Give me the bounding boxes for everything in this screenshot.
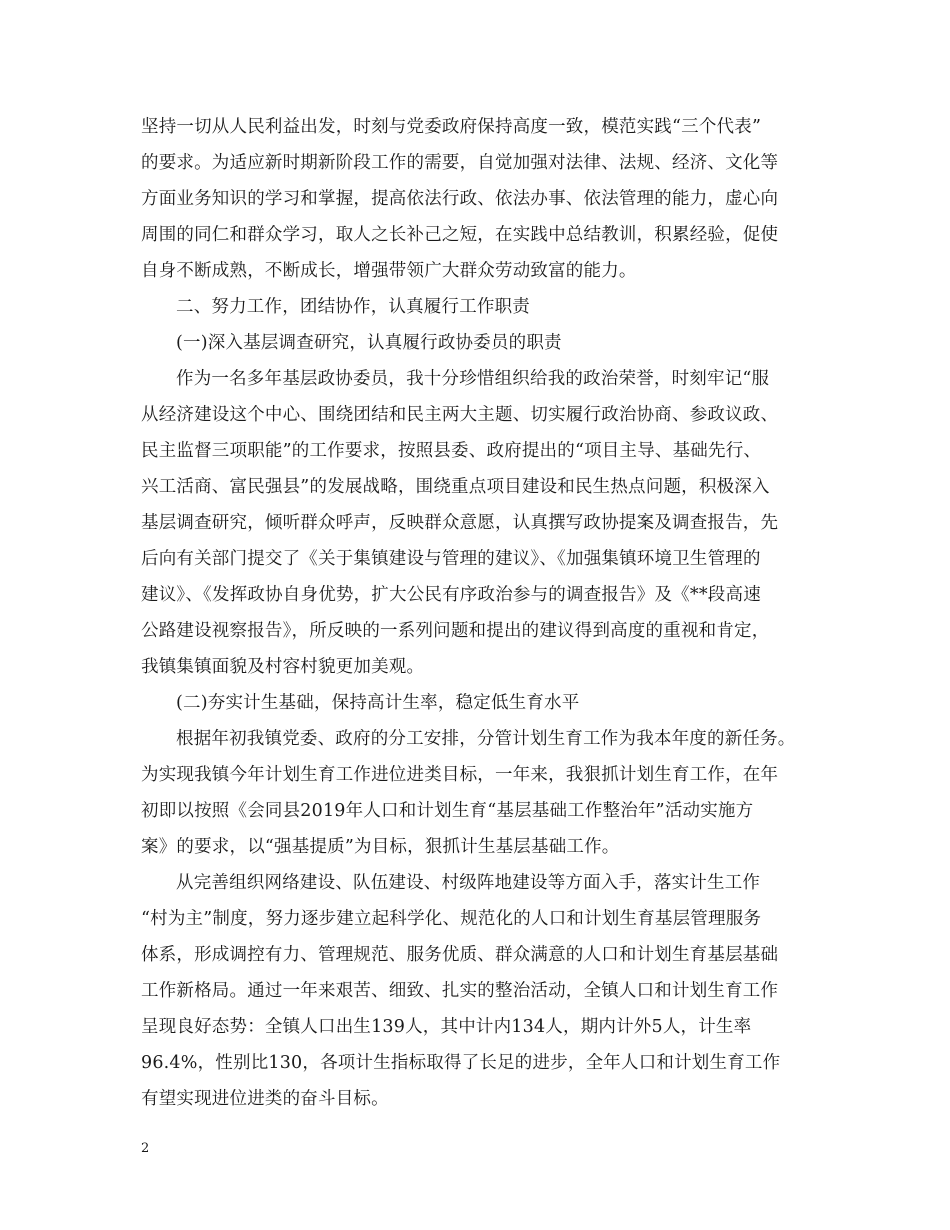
body-text-line: 民主监督三项职能”的工作要求，按照县委、政府提出的“项目主导、基础先行、	[141, 441, 762, 461]
body-text-line: 有望实现进位进类的奋斗目标。	[141, 1089, 389, 1109]
body-text-line: 建议》、《发挥政协自身优势，扩大公民有序政治参与的调查报告》及《**段高速	[141, 585, 761, 605]
body-text-line: 兴工活商、富民强县”的发展战略，围绕重点项目建设和民生热点问题，积极深入	[141, 477, 770, 497]
body-text-line: 坚持一切从人民利益出发，时刻与党委政府保持高度一致，模范实践“三个代表”	[141, 117, 762, 137]
body-text-line: 方面业务知识的学习和掌握，提高依法行政、依法办事、依法管理的能力，虚心向	[141, 189, 779, 209]
body-text-line: 我镇集镇面貌及村容村貌更加美观。	[141, 657, 425, 677]
body-text-line: 根据年初我镇党委、政府的分工安排，分管计划生育工作为我本年度的新任务。	[176, 729, 796, 749]
section-heading: 二、努力工作，团结协作，认真履行工作职责	[176, 297, 530, 317]
body-text-line: 初即以按照《会同县2019年人口和计划生育“基层基础工作整治年”活动实施方	[141, 801, 754, 821]
body-text-line: 为实现我镇今年计划生育工作进位进类目标，一年来，我狠抓计划生育工作，在年	[141, 765, 779, 785]
page-number: 2	[141, 1141, 150, 1156]
body-text-line: 呈现良好态势：全镇人口出生139人，其中计内134人，期内计外5人，计生率	[141, 1017, 752, 1037]
body-text-line: 体系，形成调控有力、管理规范、服务优质、群众满意的人口和计划生育基层基础	[141, 945, 779, 965]
subsection-heading: (二)夯实计生基础，保持高计生率，稳定低生育水平	[176, 693, 580, 713]
body-text-line: 公路建设视察报告》，所反映的一系列问题和提出的建议得到高度的重视和肯定，	[141, 621, 770, 641]
body-text-line: 案》的要求，以“强基提质”为目标，狠抓计生基层基础工作。	[141, 837, 620, 857]
body-text-line: 的要求。为适应新时期新阶段工作的需要，自觉加强对法律、法规、经济、文化等	[141, 153, 779, 173]
body-text-line: 从经济建设这个中心、围绕团结和民主两大主题、切实履行政治协商、参政议政、	[141, 405, 779, 425]
body-text-line: 96.4%，性别比130，各项计生指标取得了长足的进步，全年人口和计划生育工作	[141, 1053, 781, 1073]
body-text-line: 自身不断成熟，不断成长，增强带领广大群众劳动致富的能力。	[141, 261, 637, 281]
body-text-line: “村为主”制度，努力逐步建立起科学化、规范化的人口和计划生育基层管理服务	[141, 909, 762, 929]
body-text-line: 从完善组织网络建设、队伍建设、村级阵地建设等方面入手，落实计生工作	[176, 873, 761, 893]
body-text-line: 作为一名多年基层政协委员，我十分珍惜组织给我的政治荣誉，时刻牢记“服	[176, 369, 770, 389]
body-text-line: 后向有关部门提交了《关于集镇建设与管理的建议》、《加强集镇环境卫生管理的	[141, 549, 761, 569]
body-text-line: 工作新格局。通过一年来艰苦、细致、扎实的整治活动，全镇人口和计划生育工作	[141, 981, 779, 1001]
body-text-line: 基层调查研究，倾听群众呼声，反映群众意愿，认真撰写政协提案及调查报告，先	[141, 513, 779, 533]
subsection-heading: (一)深入基层调查研究，认真履行政协委员的职责	[176, 333, 562, 353]
body-text-line: 周围的同仁和群众学习，取人之长补己之短，在实践中总结教训，积累经验，促使	[141, 225, 779, 245]
